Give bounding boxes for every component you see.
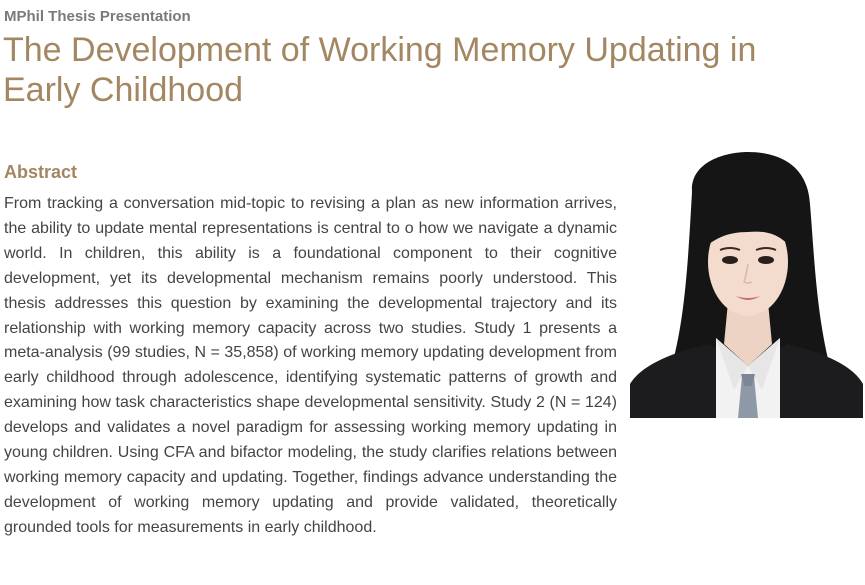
abstract-body: From tracking a conversation mid-topic to revising a plan as new information arrives, the ability to update mental representations is central to o how we navigate a dynamic world. In children, this ability is a foundational component to their cognitive development, yet its developmental mechanism remains poorly understood. This thesis addresses this question by examining the developmental trajectory and its relationship with working memory capacity across two studies. Study 1 presents a meta-analysis (99 studies, N = 35,858) of working memory updating development from early childhood through adolescence, identifying systematic patterns of growth and examining how task characteristics shape developmental sensitivity. Study 2 (N = 124) develops and validates a novel paradigm for assessing working memory updating in young children. Using CFA and bifactor modeling, the study clarifies relations between working memory capacity and updating. Together, findings advance understanding the development of working memory updating and provide validated, theoretically grounded tools for measurements in early childhood.	[4, 195, 617, 536]
presenter-portrait-illustration	[630, 152, 863, 418]
page-title: The Development of Working Memory Updating in Early Childhood	[3, 31, 757, 109]
presenter-portrait	[630, 152, 863, 418]
abstract-heading: Abstract	[4, 162, 78, 182]
eyebrow-label: MPhil Thesis Presentation	[4, 8, 191, 25]
